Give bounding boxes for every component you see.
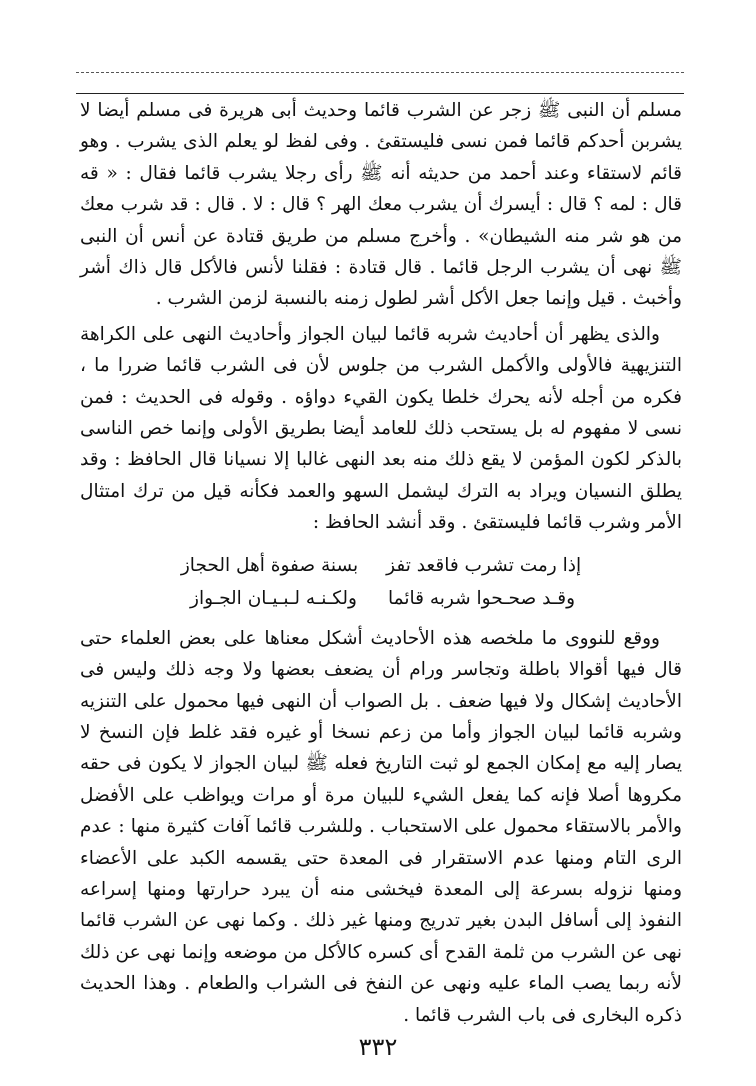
poem-line-1 <box>80 549 682 582</box>
poem <box>80 549 682 615</box>
body-text <box>80 95 682 1031</box>
paragraph-3: ووقع للنووى ما ملخصه هذه الأحاديث أشكل معناها على بعض العلماء حتى قال فيها أقوالا باطلة وتجاسر ورام أن يضعف بعضها ولا وجه ذلك وليس فى الأحاديث إشكال ولا فيها ضعف . بل الصواب أن النهى فيها محمول على التنزيه وشربه قائما لبيان الجواز وأما من زعم نسخا أو غيره فقد غلط فإن النسخ لا يصار إليه مع إمكان الجمع لو ثبت التاريخ فعله ﷺ لبيان الجواز لا يكون فى حقه مكروها أصلا فإنه كما يفعل الشيء للبيان مرة أو مرات ويواظب على الأفضل والأمر بالاستقاء محمول على الاستحباب . وللشرب قائما آفات كثيرة منها : عدم الرى التام ومنها عدم الاستقرار فى المعدة حتى يقسمه الكبد على الأعضاء ومنها نزوله بسرعة إلى المعدة فيخشى منه أن يبرد حرارتها ومنها إسراعه النفوذ إلى أسافل البدن بغير تدريج ومنها غير ذلك . وكما نهى عن الشرب قائما نهى عن الشرب من ثلمة القدح أى كسره كالأكل من موضعه وإنما نهى عن ذلك لأنه ربما يصب الماء عليه ونهى عن النفخ فى الشراب والطعام . وهذا الحديث ذكره البخارى فى باب الشرب قائما . <box>80 627 682 1026</box>
poem-hemistich: ولكـنـه لـبـيـان الجـواز <box>190 587 357 609</box>
poem-line-2 <box>80 582 682 615</box>
poem-hemistich: وقـد صحـحوا شربه قائما <box>388 587 575 609</box>
page-number: ٣٣٢ <box>358 1033 398 1061</box>
header-solid-rule <box>76 93 684 94</box>
paragraph-2: والذى يظهر أن أحاديث شربه قائما لبيان الجواز وأحاديث النهى على الكراهة التنزيهية فالأولى والأكمل الشرب من جلوس لأن فى الشرب قائما ضررا ما ، فكره من أجله لأنه يحرك خلطا يكون القيء دواؤه . وقوله فى الحديث : فمن نسى لا مفهوم له بل يستحب ذلك للعامد أيضا بطريق الأولى وإنما خص الناسى بالذكر لكون المؤمن لا يقع ذلك منه بعد النهى غالبا إلا نسيانا قال الحافظ : وقد يطلق النسيان ويراد به الترك ليشمل السهو والعمد فكأنه قيل من ترك امتثال الأمر وشرب قائما فليستقئ . وقد أنشد الحافظ : <box>80 323 682 534</box>
poem-hemistich: إذا رمت تشرب فاقعد تفز <box>386 554 582 576</box>
header-dashed-rule <box>76 72 684 73</box>
paragraph-1: مسلم أن النبى ﷺ زجر عن الشرب قائما وحديث أبى هريرة فى مسلم أيضا لا يشربن أحدكم قائما فمن نسى فليستقئ . وفى لفظ لو يعلم الذى يشرب . وهو قائم لاستقاء وعند أحمد من حديثه أنه ﷺ رأى رجلا يشرب قائما فقال : « قه قال : لمه ؟ قال : أيسرك أن يشرب معك الهر ؟ قال : لا . قال : قد شرب معك من هو شر منه الشيطان» . وأخرج مسلم من طريق قتادة عن أنس أن النبى ﷺ نهى أن يشرب الرجل قائما . قال قتادة : فقلنا لأنس فالأكل قال ذاك أشر وأخبث . قيل وإنما جعل الأكل أشر لطول زمنه بالنسبة لزمن الشرب . <box>80 100 682 310</box>
poem-hemistich: بسنة صفوة أهل الحجاز <box>180 554 359 576</box>
